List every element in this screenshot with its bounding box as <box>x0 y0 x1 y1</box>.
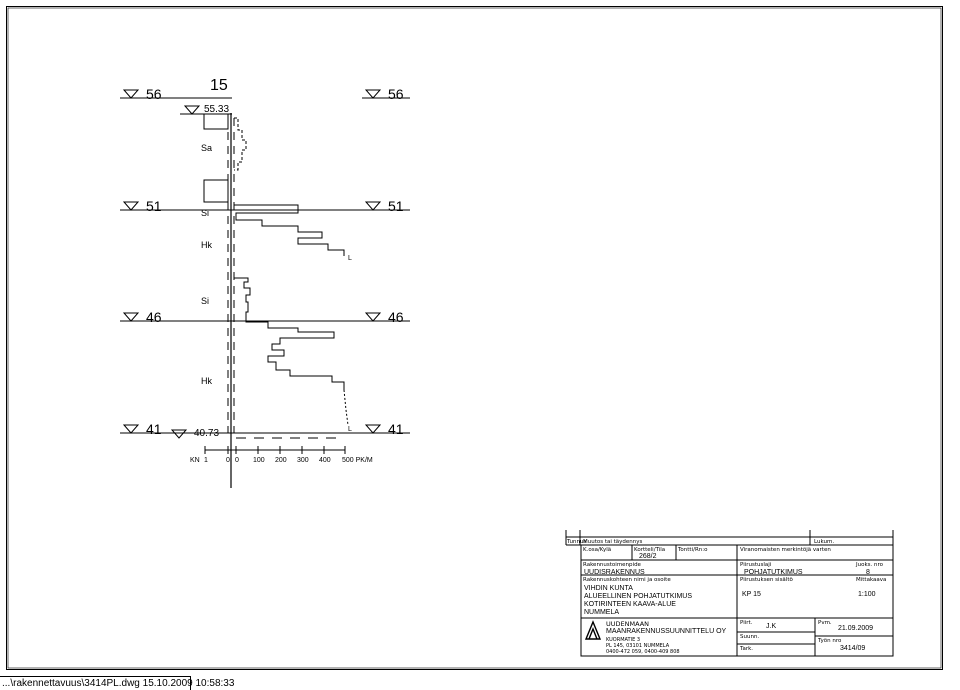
piirt-value: J.K <box>766 623 777 630</box>
soil-layer-box <box>204 180 228 202</box>
elevation-label-right: 51 <box>388 198 404 214</box>
elevation-label-left: 51 <box>146 198 162 214</box>
juoks-value: 8 <box>866 569 870 576</box>
scale-label: 0 <box>235 457 239 464</box>
suunn-label: Suunn. <box>740 634 760 640</box>
elevation-triangle-icon <box>124 425 138 433</box>
scale-label: 500 PK/M <box>342 457 373 464</box>
rev-header-muutos: Muutos tai täydennys <box>583 539 643 545</box>
title-block <box>566 530 893 656</box>
toimenpide-label: Rakennustoimenpide <box>583 562 641 568</box>
scale-label: 0 <box>226 457 230 464</box>
ground-level: 55.33 <box>204 104 230 115</box>
rev-header-lukum: Lukum. <box>814 539 835 545</box>
tyon-value: 3414/09 <box>840 645 866 652</box>
resistance-trace-lower <box>234 278 344 390</box>
bottom-level: 40.73 <box>194 428 220 439</box>
mittakaava-value: 1:100 <box>858 591 876 598</box>
resistance-trace-upper <box>234 118 246 170</box>
resistance-trace-end <box>344 390 348 425</box>
soil-label-hk: Hk <box>201 376 212 386</box>
elevation-label-left: 41 <box>146 421 162 437</box>
elevation-triangle-icon <box>366 202 380 210</box>
elevation-triangle-icon <box>366 313 380 321</box>
scale-bar <box>190 446 373 464</box>
piirustuslaji-label: Piirustuslaji <box>740 562 772 568</box>
tontti-label: Tontti/Rn:o <box>678 547 708 553</box>
scale-prefix: KN <box>190 457 200 464</box>
tyon-label: Työn nro <box>818 638 842 644</box>
elevation-triangle-icon <box>124 90 138 98</box>
viranomais-label: Viranomaisten merkintöjä varten <box>740 547 831 553</box>
sisalto-label: Piirustuksen sisältö <box>740 577 793 583</box>
elevation-label-right: 56 <box>388 86 404 102</box>
soil-layer-box <box>204 114 228 129</box>
scale-label: 300 <box>297 457 309 464</box>
elevation-triangle-icon <box>124 313 138 321</box>
elevation-51 <box>120 198 410 214</box>
elevation-triangle-icon <box>124 202 138 210</box>
kosa-label: K.osa/Kylä <box>583 547 612 553</box>
piirustuslaji-value: POHJATUTKIMUS <box>744 569 803 576</box>
mittakaava-label: Mittakaava <box>856 577 887 583</box>
elevation-triangle-icon <box>366 425 380 433</box>
kohde-line: ALUEELLINEN POHJATUTKIMUS <box>584 593 693 600</box>
soil-label-si: Si <box>201 208 210 218</box>
address-line: KUORMATIE 3 <box>606 637 641 643</box>
juoks-label: Juoks. nro <box>856 562 884 568</box>
elevation-triangle-icon <box>366 90 380 98</box>
elevation-56 <box>120 86 410 102</box>
resistance-trace-mid <box>234 205 344 256</box>
elevation-label-right: 46 <box>388 309 404 325</box>
elevation-label-left: 46 <box>146 309 162 325</box>
scale-label: 100 <box>253 457 265 464</box>
elevation-label-right: 41 <box>388 421 404 437</box>
tark-label: Tark. <box>740 646 754 652</box>
elevation-41 <box>120 421 410 437</box>
point-id: 15 <box>210 77 228 94</box>
kortteli-label: Kortteli/Tila <box>634 547 666 553</box>
pvm-value: 21.09.2009 <box>838 625 874 632</box>
bottom-level-triangle-icon <box>172 430 186 438</box>
kortteli-value: 268/2 <box>639 553 657 560</box>
kohde-label: Rakennuskohteen nimi ja osoite <box>583 577 671 583</box>
pvm-label: Pvm. <box>818 620 832 626</box>
soil-label-si: Si <box>201 296 210 306</box>
elevation-46 <box>120 309 410 325</box>
trace-mark: L <box>348 426 352 433</box>
ground-level-triangle-icon <box>185 106 199 114</box>
trace-mark: L <box>348 255 352 262</box>
file-path-footer: ...\rakennettavuus\3414PL.dwg 15.10.2009 10:58:33 <box>2 678 235 689</box>
company-logo-icon <box>586 622 600 639</box>
kohde-line: VIHDIN KUNTA <box>584 585 633 592</box>
company-line2: MAANRAKENNUSSUUNNITTELU OY <box>606 628 727 635</box>
kohde-line: NUMMELA <box>584 609 620 616</box>
piirt-label: Piirt. <box>740 620 753 626</box>
scale-label: 200 <box>275 457 287 464</box>
company-line1: UUDENMAAN <box>606 620 650 628</box>
elevation-label-left: 56 <box>146 86 162 102</box>
rev-header-tunnus: Tunnus <box>567 539 587 545</box>
scale-label: 1 <box>204 457 208 464</box>
sisalto-value: KP 15 <box>742 591 761 598</box>
address-line: PL 145, 03101 NUMMELA <box>606 643 670 649</box>
kohde-line: KOTIRINTEEN KAAVA-ALUE <box>584 601 676 608</box>
soil-label-sa: Sa <box>201 143 213 153</box>
toimenpide-value: UUDISRAKENNUS <box>584 569 645 576</box>
scale-label: 400 <box>319 457 331 464</box>
address-line: 0400-472 059, 0400-409 808 <box>606 649 680 655</box>
soil-label-hk: Hk <box>201 240 212 250</box>
